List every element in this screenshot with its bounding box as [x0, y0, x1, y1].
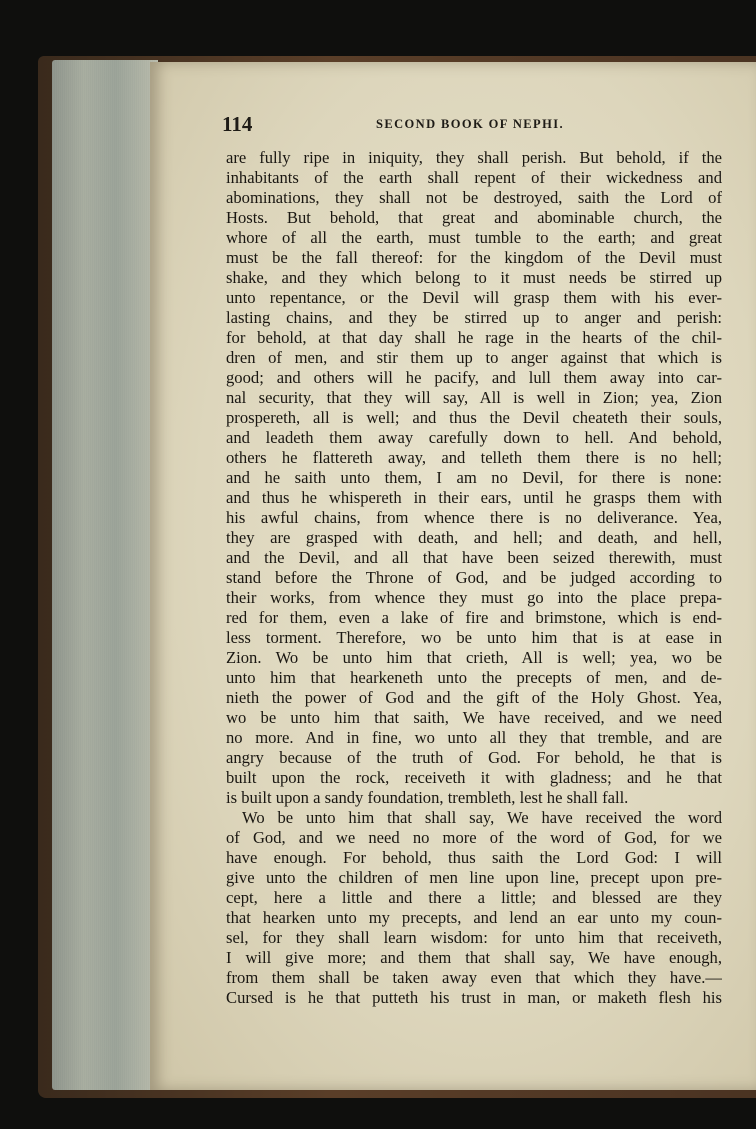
text-line: Zion. Wo be unto him that crieth, All is well; yea, wo be	[226, 648, 722, 667]
text-line: cept, here a little and there a little; and blessed are they	[226, 888, 722, 907]
text-line: their works, from whence they must go into the place prepa-	[226, 588, 722, 607]
text-line: lasting chains, and they be stirred up to anger and perish:	[226, 308, 722, 327]
text-line: dren of men, and stir them up to anger against that which is	[226, 348, 722, 367]
text-line: less torment. Therefore, wo be unto him that is at ease in	[226, 628, 722, 647]
text-line: nieth the power of God and the gift of the Holy Ghost. Yea,	[226, 688, 722, 707]
text-line: stand before the Throne of God, and be judged according to	[226, 568, 722, 587]
running-head: SECOND BOOK OF NEPHI.	[376, 117, 564, 131]
text-line: no more. And in fine, wo unto all they that tremble, and are	[226, 728, 722, 747]
text-line: and the Devil, and all that have been seized therewith, must	[226, 548, 722, 567]
text-line: nal security, that they will say, All is well in Zion; yea, Zion	[226, 388, 722, 407]
page-number: 114	[222, 112, 253, 136]
text-line: for behold, at that day shall he rage in the hearts of the chil-	[226, 328, 722, 347]
text-line: is built upon a sandy foundation, trembleth, lest he shall fall.	[226, 788, 629, 807]
text-line: abominations, they shall not be destroyed, saith the Lord of	[226, 188, 722, 207]
text-line: Wo be unto him that shall say, We have received the word	[242, 808, 722, 827]
text-line: whore of all the earth, must tumble to the earth; and great	[226, 228, 722, 247]
text-line: red for them, even a lake of fire and brimstone, which is end-	[226, 608, 722, 627]
text-line: and leadeth them away carefully down to hell. And behold,	[226, 428, 722, 447]
text-line: must be the fall thereof: for the kingdom of the Devil must	[226, 248, 722, 267]
text-line: I will give more; and them that shall say, We have enough,	[226, 948, 722, 967]
text-line: wo be unto him that saith, We have received, and we need	[226, 708, 722, 727]
text-line: from them shall be taken away even that which they have.—	[226, 968, 722, 987]
text-line: others he flattereth away, and telleth them there is no hell;	[226, 448, 722, 467]
page-edges	[52, 60, 158, 1090]
text-line: his awful chains, from whence there is no deliverance. Yea,	[226, 508, 722, 527]
text-line: built upon the rock, receiveth it with gladness; and he that	[226, 768, 722, 787]
body-text	[226, 148, 722, 1008]
text-line: angry because of the truth of God. For behold, he that is	[226, 748, 722, 767]
text-line: Hosts. But behold, that great and abominable church, the	[226, 208, 722, 227]
text-line: unto him that hearkeneth unto the precepts of men, and de-	[226, 668, 722, 687]
text-line: that hearken unto my precepts, and lend an ear unto my coun-	[226, 908, 722, 927]
text-line: unto repentance, or the Devil will grasp them with his ever-	[226, 288, 722, 307]
text-line: Cursed is he that putteth his trust in man, or maketh flesh his	[226, 988, 722, 1007]
text-line: and he saith unto them, I am no Devil, for there is none:	[226, 468, 722, 487]
text-line: shake, and they which belong to it must needs be stirred up	[226, 268, 722, 287]
text-line: sel, for they shall learn wisdom: for unto him that receiveth,	[226, 928, 722, 947]
text-line: good; and others will he pacify, and lull them away into car-	[226, 368, 722, 387]
text-line: give unto the children of men line upon line, precept upon pre-	[226, 868, 722, 887]
text-line: and thus he whispereth in their ears, until he grasps them with	[226, 488, 722, 507]
text-line: inhabitants of the earth shall repent of their wickedness and	[226, 168, 722, 187]
text-line: prospereth, all is well; and thus the Devil cheateth their souls,	[226, 408, 722, 427]
text-line: they are grasped with death, and hell; and death, and hell,	[226, 528, 722, 547]
text-line: of God, and we need no more of the word of God, for we	[226, 828, 722, 847]
text-line: are fully ripe in iniquity, they shall perish. But behold, if the	[226, 148, 722, 167]
text-line: have enough. For behold, thus saith the Lord God: I will	[226, 848, 722, 867]
